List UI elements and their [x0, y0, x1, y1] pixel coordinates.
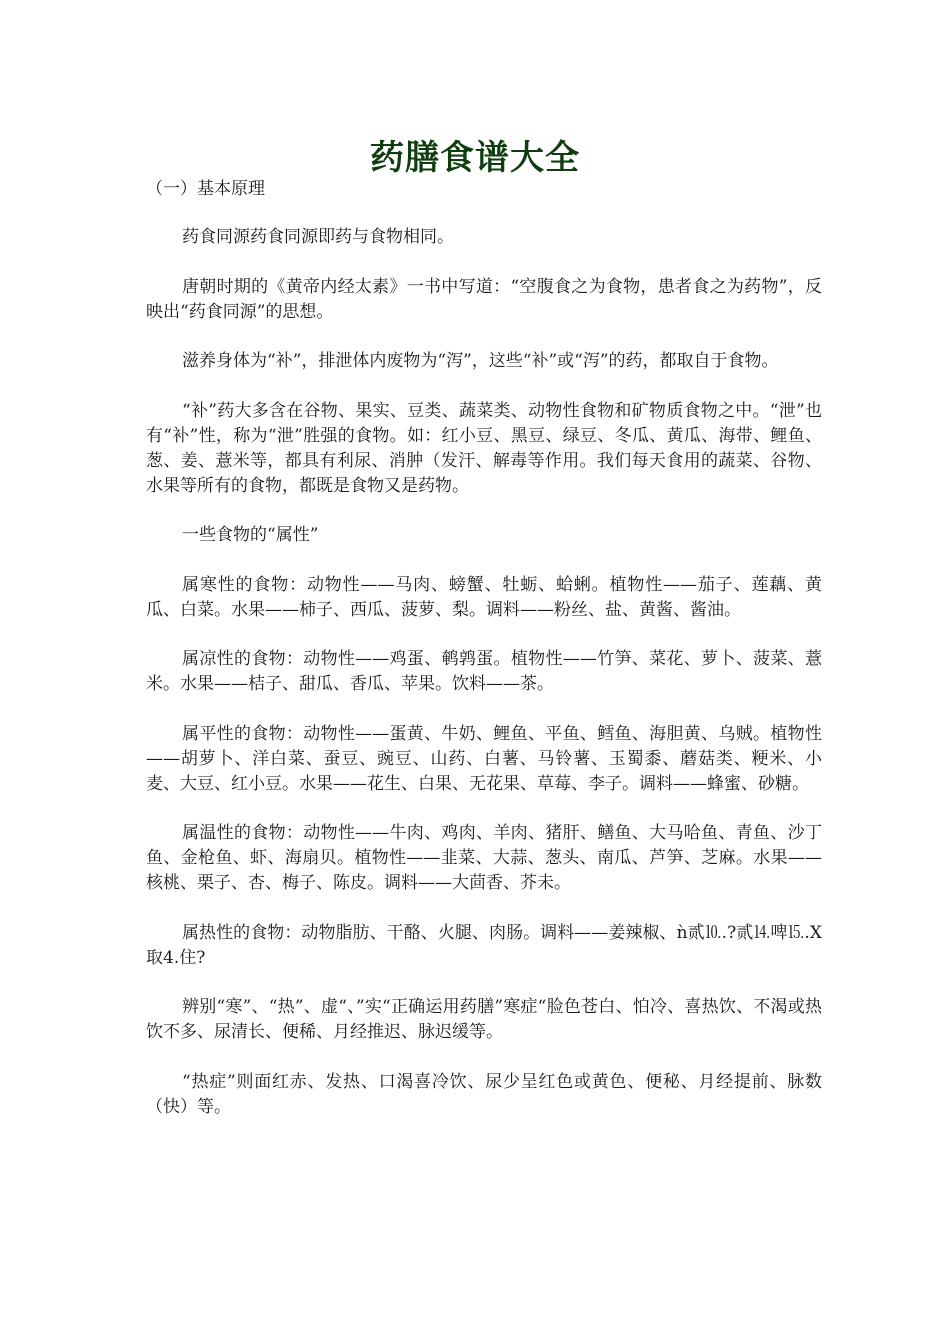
paragraph-cold-foods: 属寒性的食物：动物性——马肉、螃蟹、牡蛎、蛤蜊。植物性——茄子、莲藕、黄瓜、白菜。水果——柿子、西瓜、菠萝、梨。调料——粉丝、盐、黄酱、酱油。 [146, 574, 822, 620]
paragraph-food-medicine-same-source: 药食同源药食同源即药与食物相同。 [182, 227, 454, 247]
paragraph-cold-syndrome: 辨别“寒”、“热”、虚“、”实“正确运用药膳”寒症“脸色苍白、怕冷、喜热饮、不渴或热饮不多、尿清长、便稀、月经推迟、脉迟缓等。 [146, 997, 822, 1042]
document-body [146, 225, 822, 1120]
document-title: 药膳食谱大全 [370, 138, 580, 178]
paragraph-food-properties-heading: 一些食物的“属性” [182, 525, 319, 545]
paragraph-heat-syndrome: “热症”则面红赤、发热、口渴喜冷饮、尿少呈红色或黄色、便秘、月经提前、脉数（快）等。 [146, 1071, 822, 1117]
paragraph-tang-dynasty-quote: 唐朝时期的《黄帝内经太素》一书中写道：“空腹食之为食物，患者食之为药物”，反映出“药食同源”的思想。 [146, 276, 822, 322]
paragraph-tonic-foods: “补”药大多含在谷物、果实、豆类、蔬菜类、动物性食物和矿物质食物之中。“泄”也有“补”性，称为“泄”胜强的食物。如：红小豆、黑豆、绿豆、冬瓜、黄瓜、海带、鲤鱼、葱、姜、薏米等，都具有利尿、消肿（发汗、解毒等作用。我们每天食用的蔬菜、谷物、水果等所有的食物，都既是食物又是药物。 [146, 400, 822, 496]
paragraph-tonify-and-purge: 滋养身体为“补”，排泄体内废物为“泻”，这些“补”或“泻”的药，都取自于食物。 [182, 351, 779, 371]
paragraph-warm-foods: 属温性的食物：动物性——牛肉、鸡肉、羊肉、猪肝、鳝鱼、大马哈鱼、青鱼、沙丁鱼、金枪鱼、虾、海扇贝。植物性——韭菜、大蒜、葱头、南瓜、芦笋、芝麻。水果——核桃、栗子、杏、梅子、陈皮。调料——大茴香、芥未。 [146, 823, 822, 893]
paragraph-neutral-foods: 属平性的食物：动物性——蛋黄、牛奶、鲤鱼、平鱼、鳕鱼、海胆黄、乌贼。植物性——胡萝卜、洋白菜、蚕豆、豌豆、山药、白薯、马铃薯、玉蜀黍、蘑菇类、粳米、小麦、大豆、红小豆。水果——花生、白果、无花果、草莓、李子。调料——蜂蜜、砂糖。 [146, 723, 822, 794]
paragraph-hot-foods: 属热性的食物：动物脂肪、干酪、火腿、肉肠。调料——姜辣椒、ǹ贰⒑.?贰⒕啤⒖.Ⅹ取4.住? [146, 922, 822, 968]
paragraph-cool-foods: 属凉性的食物：动物性——鸡蛋、鹌鹑蛋。植物性——竹笋、菜花、萝卜、菠菜、薏米。水果——桔子、甜瓜、香瓜、苹果。饮料——茶。 [146, 649, 822, 694]
section-heading: （一）基本原理 [146, 179, 265, 199]
